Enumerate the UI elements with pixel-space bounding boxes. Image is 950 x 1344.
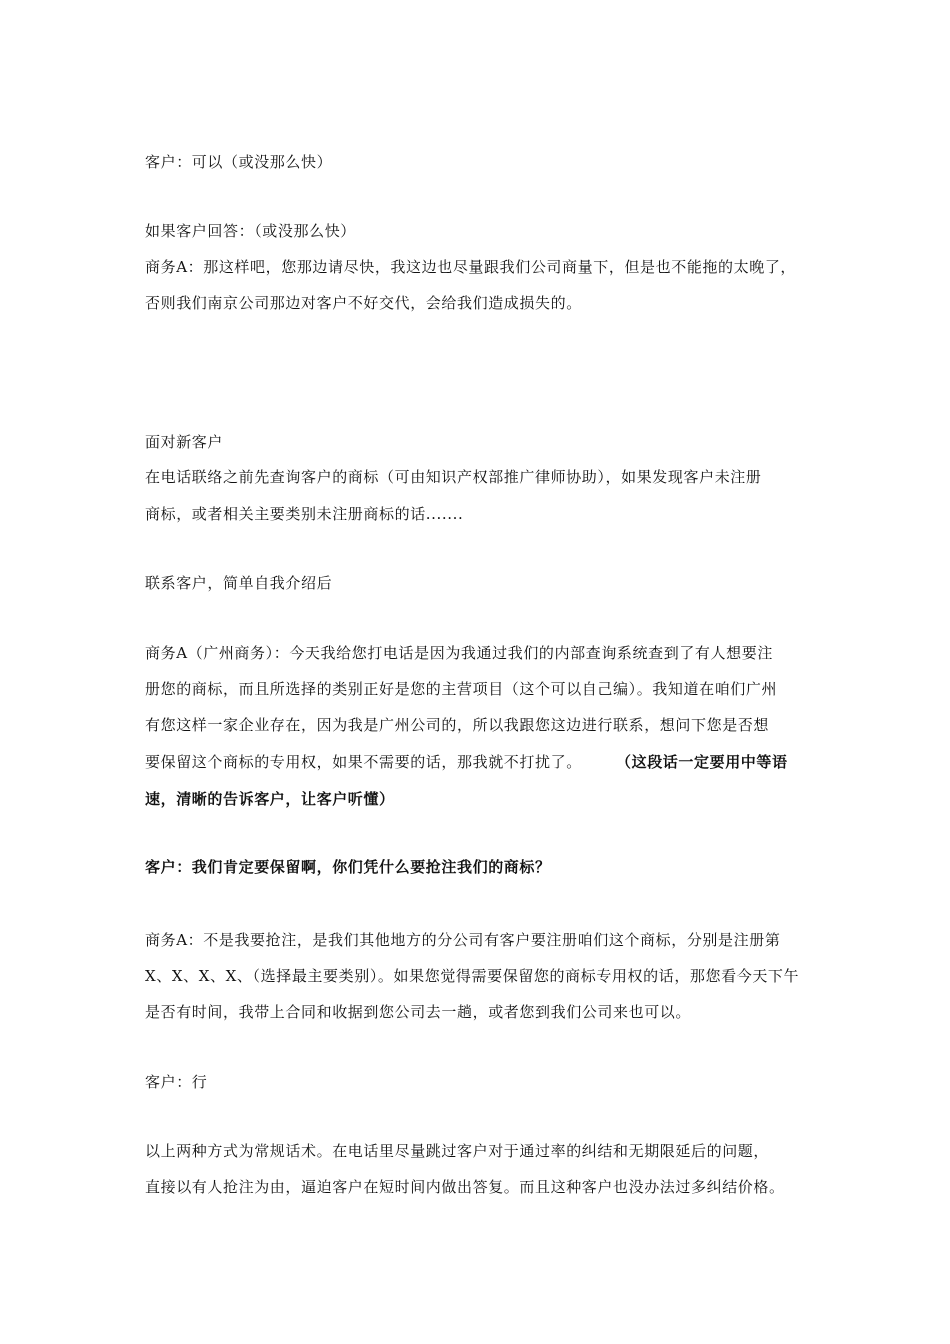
dialogue-line: 如果客户回答：（或没那么快）: [145, 222, 356, 240]
paragraph-line: 直接以有人抢注为由，逼迫客户在短时间内做出答复。而且这种客户也没办法过多纠结价格。: [145, 1178, 785, 1196]
dialogue-line: 是否有时间，我带上合同和收据到您公司去一趟，或者您到我们公司来也可以。: [145, 1003, 692, 1021]
dialogue-line: 要保留这个商标的专用权，如果不需要的话，那我就不打扰了。: [145, 753, 582, 771]
dialogue-line: 有您这样一家企业存在，因为我是广州公司的，所以我跟您这边进行联系，想问下您是否想: [145, 716, 770, 734]
section-heading: 面对新客户: [145, 433, 224, 451]
paragraph-line: 以上两种方式为常规话术。在电话里尽量跳过客户对于通过率的纠结和无期限延后的问题，: [145, 1142, 770, 1160]
dialogue-line: 册您的商标，而且所选择的类别正好是您的主营项目（这个可以自己编）。我知道在咱们广州: [145, 680, 778, 698]
paragraph-line: 商标，或者相关主要类别未注册商标的话.......: [145, 505, 464, 523]
dialogue-line: 商务A（广州商务）：今天我给您打电话是因为我通过我们的内部查询系统查到了有人想要注: [145, 644, 773, 662]
paragraph-line: 联系客户，简单自我介绍后: [145, 574, 333, 592]
dialogue-line: 客户：可以（或没那么快）: [145, 153, 333, 171]
dialogue-line: 否则我们南京公司那边对客户不好交代，会给我们造成损失的。: [145, 294, 582, 312]
dialogue-line: X、X、X、X、（选择最主要类别）。如果您觉得需要保留您的商标专用权的话，那您看今天下午: [145, 967, 800, 985]
dialogue-line: 商务A：不是我要抢注，是我们其他地方的分公司有客户要注册咱们这个商标，分别是注册第: [145, 931, 781, 949]
dialogue-line: 客户：行: [145, 1073, 208, 1091]
speech-instruction-note: 速，清晰的告诉客户，让客户听懂）: [145, 790, 395, 808]
paragraph-line: 在电话联络之前先查询客户的商标（可由知识产权部推广律师协助），如果发现客户未注册: [145, 468, 762, 486]
speech-instruction-note: （这段话一定要用中等语: [616, 753, 788, 771]
customer-reply-bold: 客户：我们肯定要保留啊，你们凭什么要抢注我们的商标？: [145, 858, 551, 876]
dialogue-line: 商务A：那这样吧，您那边请尽快，我这边也尽量跟我们公司商量下，但是也不能拖的太晚了，: [145, 258, 797, 276]
